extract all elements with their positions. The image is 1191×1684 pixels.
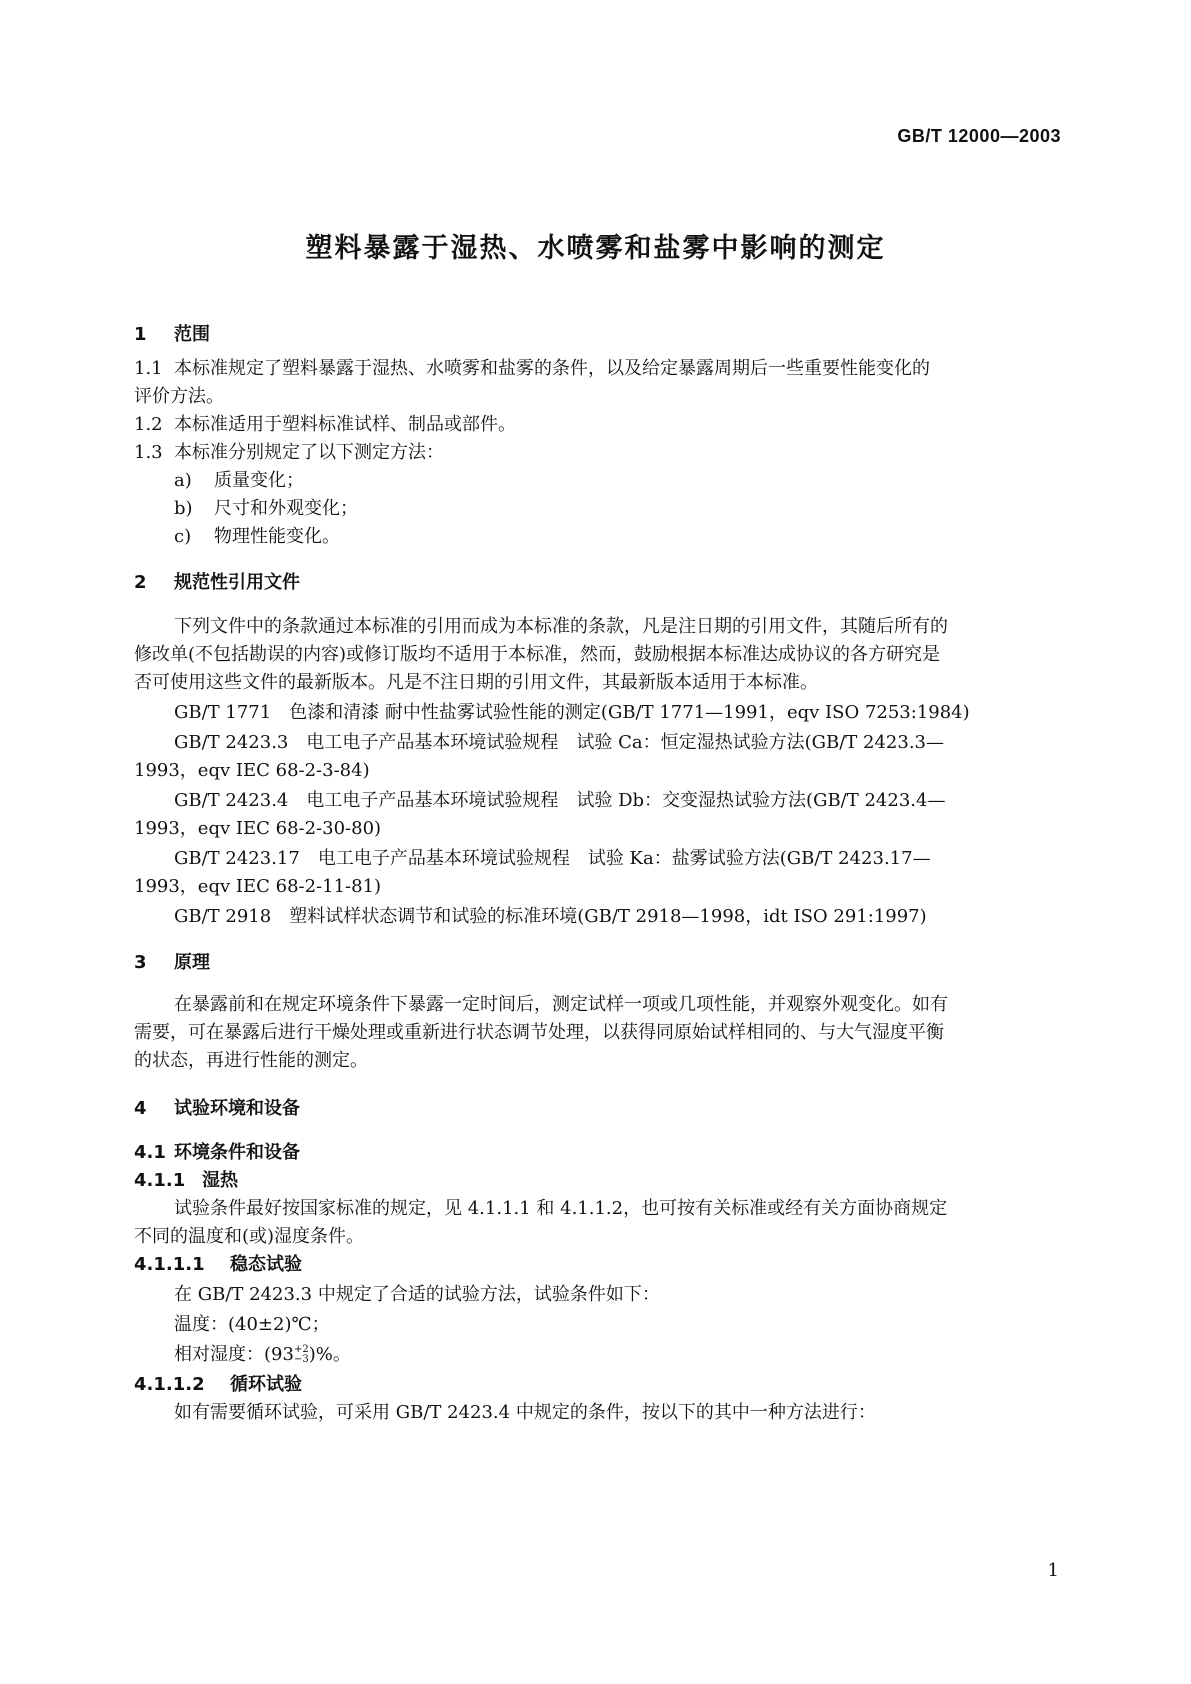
reference-gbt2423-3: GB/T 2423.3 电工电子产品基本环境试验规程 试验 Ca：恒定湿热试验方法(GB/T 2423.3— xyxy=(174,732,945,753)
list-item: b) 尺寸和外观变化； xyxy=(174,498,358,519)
section-3-paragraph-cont: 的状态，再进行性能的测定。 xyxy=(134,1050,368,1071)
section-3-paragraph-cont: 需要，可在暴露后进行干燥处理或重新进行状态调节处理，以获得同原始试样相同的、与大气湿度平衡 xyxy=(134,1022,944,1043)
reference-gbt2423-3-cont: 1993，eqv IEC 68-2-3-84) xyxy=(134,760,370,781)
section-4-1-1-2-paragraph: 如有需要循环试验，可采用 GB/T 2423.4 中规定的条件，按以下的其中一种方法进行： xyxy=(174,1402,876,1423)
section-4-1-1-1-paragraph: 在 GB/T 2423.3 中规定了合适的试验方法，试验条件如下： xyxy=(174,1284,660,1305)
section-4-heading: 4 试验环境和设备 xyxy=(134,1098,300,1119)
clause-1-3: 1.3 本标准分别规定了以下测定方法： xyxy=(134,442,444,463)
section-4-1-1-heading: 4.1.1 湿热 xyxy=(134,1170,238,1191)
section-1-heading: 1 范围 xyxy=(134,324,210,345)
section-2-heading: 2 规范性引用文件 xyxy=(134,572,300,593)
section-4-1-heading: 4.1 环境条件和设备 xyxy=(134,1142,300,1163)
reference-gbt2918: GB/T 2918 塑料试样状态调节和试验的标准环境(GB/T 2918—1998，idt ISO 291:1997) xyxy=(174,906,927,927)
clause-1-1-cont: 评价方法。 xyxy=(134,386,224,407)
reference-gbt2423-4: GB/T 2423.4 电工电子产品基本环境试验规程 试验 Db：交变湿热试验方法(GB/T 2423.4— xyxy=(174,790,946,811)
reference-gbt2423-17: GB/T 2423.17 电工电子产品基本环境试验规程 试验 Ka：盐雾试验方法(GB/T 2423.17— xyxy=(174,848,931,869)
section-4-1-1-1-heading: 4.1.1.1 稳态试验 xyxy=(134,1254,302,1275)
clause-1-1: 1.1 本标准规定了塑料暴露于湿热、水喷雾和盐雾的条件，以及给定暴露周期后一些重要性能变化的 xyxy=(134,358,930,379)
section-2-paragraph-cont: 修改单(不包括勘误的内容)或修订版均不适用于本标准，然而，鼓励根据本标准达成协议的各方研究是 xyxy=(134,644,941,665)
section-2-paragraph-cont: 否可使用这些文件的最新版本。凡是不注日期的引用文件，其最新版本适用于本标准。 xyxy=(134,672,818,693)
standard-number: GB/T 12000—2003 xyxy=(897,126,1061,146)
section-3-paragraph: 在暴露前和在规定环境条件下暴露一定时间后，测定试样一项或几项性能，并观察外观变化。如有 xyxy=(174,994,948,1015)
reference-gbt2423-17-cont: 1993，eqv IEC 68-2-11-81) xyxy=(134,876,382,897)
reference-gbt1771: GB/T 1771 色漆和清漆 耐中性盐雾试验性能的测定(GB/T 1771—1991，eqv ISO 7253:1984) xyxy=(174,702,970,723)
document-title: 塑料暴露于湿热、水喷雾和盐雾中影响的测定 xyxy=(305,233,886,264)
temperature-condition: 温度：(40±2)℃； xyxy=(174,1314,330,1335)
section-2-paragraph: 下列文件中的条款通过本标准的引用而成为本标准的条款，凡是注日期的引用文件，其随后所有的 xyxy=(174,616,948,637)
tolerance-stack: +2 −3 xyxy=(293,1344,309,1365)
section-4-1-1-paragraph-cont: 不同的温度和(或)湿度条件。 xyxy=(134,1226,365,1247)
clause-1-2: 1.2 本标准适用于塑料标准试样、制品或部件。 xyxy=(134,414,516,435)
page-number: 1 xyxy=(1047,1560,1059,1581)
section-4-1-1-paragraph: 试验条件最好按国家标准的规定，见 4.1.1.1 和 4.1.1.2，也可按有关标准或经有关方面协商规定 xyxy=(174,1198,948,1219)
list-item: a) 质量变化； xyxy=(174,470,304,491)
section-3-heading: 3 原理 xyxy=(134,952,210,973)
humidity-condition: 相对湿度：(93+2 −3)%。 xyxy=(174,1344,351,1365)
section-4-1-1-2-heading: 4.1.1.2 循环试验 xyxy=(134,1374,302,1395)
reference-gbt2423-4-cont: 1993，eqv IEC 68-2-30-80) xyxy=(134,818,382,839)
list-item: c) 物理性能变化。 xyxy=(174,526,340,547)
